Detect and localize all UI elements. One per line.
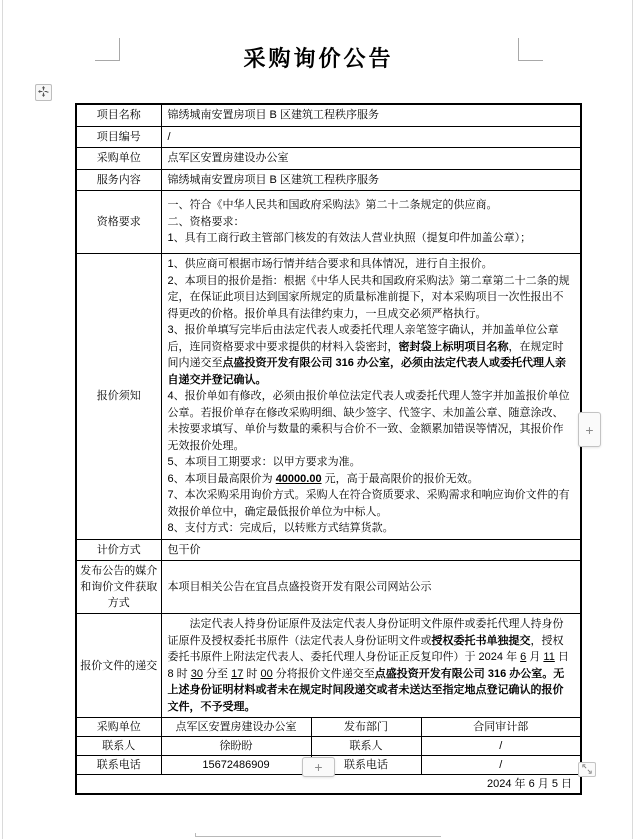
text-line: 7、本次采购采用询价方式。采购人在符合资质要求、采购需求和响应询价文件的有效报价单位中，确定最低报价单位为中标人。 [167, 489, 570, 518]
row-label-cell[interactable]: 资格要求 [76, 191, 161, 254]
row-content-cell[interactable] [161, 254, 581, 540]
text-line: 8、支付方式：完成后，以转账方式结算货款。 [167, 522, 394, 534]
table-row [76, 614, 581, 718]
text-line: 一、符合《中华人民共和国政府采购法》第二十二条规定的供应商。 [167, 199, 498, 212]
grid-cell[interactable]: / [421, 737, 581, 756]
row-content-cell[interactable] [161, 191, 581, 254]
text-line: 4、报价单如有修改，必须由报价单位法定代表人或委托代理人签字并加盖报价单位公章。若报价单存在修改采购明细、缺少签字、代签字、未加盖公章、随意涂改、未按要求填写、单价与数量的乘积与合价不一致、金额累加错误等情况，其报价作无效报价处理。 [167, 390, 570, 452]
grid-cell[interactable]: 15672486909 [161, 756, 311, 775]
grid-cell[interactable]: 合同审计部 [421, 718, 581, 737]
row-content-cell[interactable] [161, 561, 581, 614]
row-content-cell[interactable] [161, 126, 581, 148]
text-line: 1、供应商可根据市场行情并结合要求和具体情况，进行自主报价。 [167, 258, 493, 270]
text-line: 2、本项目的报价是指：根据《中华人民共和国政府采购法》第二章第二十二条的规定，在保证此项目达到国家所规定的质量标准前提下，对本采购项目一次性报出不得更改的价格。报价单具有法律约束力，一旦成交必须严格执行。 [167, 274, 570, 320]
table-row [76, 148, 581, 170]
table-row [76, 104, 581, 126]
grid-cell[interactable]: 联系电话 [76, 756, 161, 775]
page-title[interactable]: 采购询价公告 [243, 46, 394, 71]
row-content-cell[interactable] [161, 148, 581, 170]
grid-cell[interactable]: 发布部门 [311, 718, 421, 737]
row-label-cell[interactable]: 报价须知 [76, 254, 161, 540]
text-line: 6、本项目最高限价为 40000.00 元，高于最高限价的报价无效。 [167, 472, 479, 485]
grid-cell[interactable]: 联系人 [76, 737, 161, 756]
page-bottom-margin-line [195, 836, 441, 837]
text-line: 5、本项目工期要求：以甲方要求为准。 [167, 456, 361, 468]
grid-cell[interactable]: / [421, 756, 581, 775]
window-left-edge [2, 0, 3, 839]
main-table[interactable] [75, 103, 582, 795]
row-label-cell[interactable]: 服务内容 [76, 169, 161, 191]
table-row [76, 737, 581, 756]
diagonal-resize-icon [582, 762, 592, 777]
plus-icon: + [585, 421, 594, 438]
row-label-cell[interactable]: 计价方式 [76, 539, 161, 561]
add-row-button[interactable] [302, 757, 335, 777]
plus-icon: + [314, 759, 323, 775]
table-row [76, 169, 581, 191]
row-label-cell[interactable]: 采购单位 [76, 148, 161, 170]
date-cell[interactable]: 2024 年 6 月 5 日 [76, 775, 581, 795]
move-icon [38, 85, 49, 100]
table-move-handle-button[interactable] [35, 84, 52, 101]
main-table-body [76, 104, 581, 794]
grid-cell[interactable]: 联系人 [311, 737, 421, 756]
table-resize-handle[interactable] [578, 762, 596, 777]
text-line: / [167, 130, 171, 143]
table-row [76, 775, 581, 795]
text-line: 3、报价单填写完毕后由法定代表人或委托代理人亲笔签字确认，并加盖单位公章后，连同资格要求中要求提供的材料入袋密封，密封袋上标明项目名称，在规定时间内递交至点盛投资开发有限公司 316 办公室，必须由法定代表人或委托代理人亲自递交并登记确认。 [167, 324, 566, 386]
grid-cell[interactable]: 联系电话 [311, 756, 421, 775]
row-label-cell[interactable]: 项目编号 [76, 126, 161, 148]
table-row [76, 539, 581, 561]
table-row [76, 561, 581, 614]
text-line: 1、具有工商行政主管部门核发的有效法人营业执照（提复印件加盖公章）； [167, 232, 532, 245]
text-line: 点军区安置房建设办公室 [167, 152, 289, 164]
text-line: 锦绣城南安置房项目 B 区建筑工程秩序服务 [167, 173, 379, 186]
row-label-cell[interactable]: 项目名称 [76, 104, 161, 126]
grid-cell[interactable]: 徐盼盼 [161, 737, 311, 756]
table-row [76, 126, 581, 148]
row-content-cell[interactable] [161, 539, 581, 561]
grid-cell[interactable]: 采购单位 [76, 718, 161, 737]
grid-cell[interactable]: 点军区安置房建设办公室 [161, 718, 311, 737]
row-label-cell[interactable]: 发布公告的媒介和询价文件获取方式 [76, 561, 161, 614]
text-line: 法定代表人持身份证原件及法定代表人身份证明文件原件或委托代理人持身份证原件及授权委托书原件（法定代表人身份证明文件或授权委托书单独提交，授权委托书原件上附法定代表人、委托代理人身份证正反复印件）于 2024 年 6 月 11 日 8 时 30 分至 17 时 00 分将报价文件递交至点盛投资开发有限公司 316 办公室。无上述身份证明材料或者未在规定时间段递交或者未送达至指定地点登记确认的报价文件，不予受理。 [167, 618, 569, 713]
row-content-cell[interactable] [161, 169, 581, 191]
table-row [76, 718, 581, 737]
text-line: 锦绣城南安置房项目 B 区建筑工程秩序服务 [167, 109, 379, 121]
table-row [76, 254, 581, 540]
text-line: 二、资格要求： [167, 215, 245, 228]
window-right-edge [632, 0, 633, 839]
table-row [76, 191, 581, 254]
text-line: 本项目相关公告在宜昌点盛投资开发有限公司网站公示 [167, 580, 432, 593]
add-column-button[interactable] [578, 412, 601, 447]
row-content-cell[interactable] [161, 104, 581, 126]
row-content-cell[interactable] [161, 614, 581, 718]
text-line: 包干价 [167, 543, 201, 556]
row-label-cell[interactable]: 报价文件的递交 [76, 614, 161, 718]
